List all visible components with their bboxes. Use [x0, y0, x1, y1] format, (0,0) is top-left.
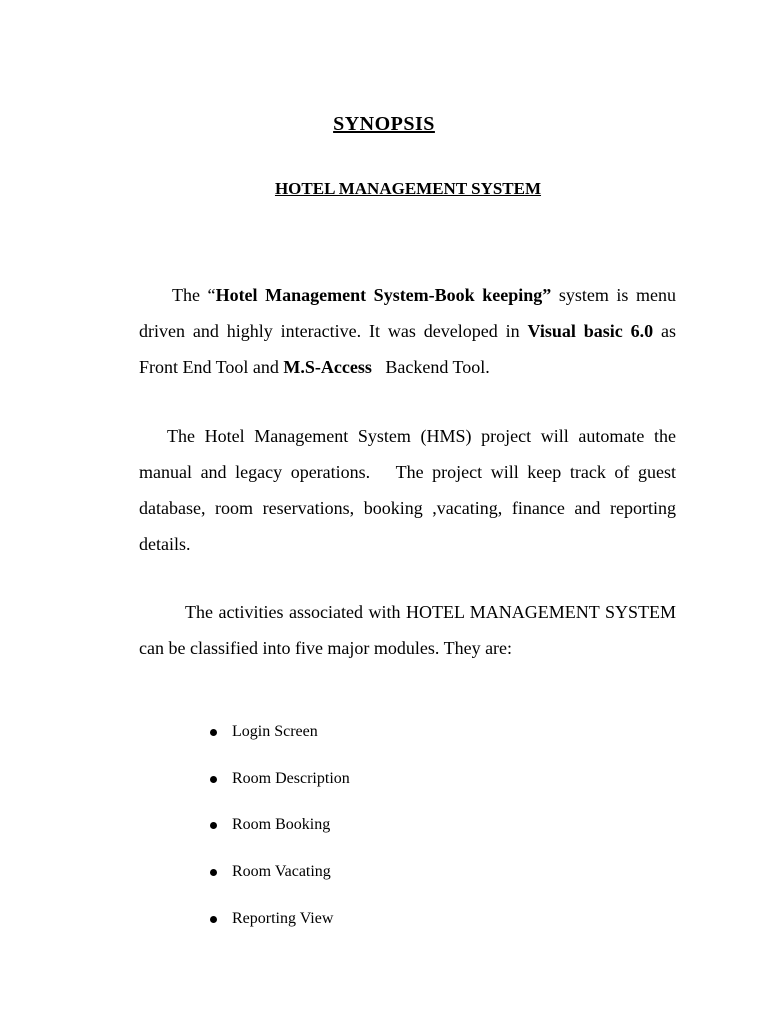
list-item	[207, 720, 350, 767]
intro-text-4: Backend Tool.	[371, 357, 490, 377]
module-label: Room Booking	[232, 816, 331, 834]
module-label: Room Vacating	[232, 863, 331, 881]
list-item	[207, 813, 350, 860]
list-item	[207, 860, 350, 907]
list-item	[207, 907, 350, 954]
bullet-icon	[210, 869, 217, 876]
intro-bold-back-end: M.S-Access	[283, 357, 372, 377]
bullet-icon	[210, 776, 217, 783]
intro-text-1: The “	[172, 285, 216, 305]
module-label: Reporting View	[232, 909, 334, 927]
module-label: Room Description	[232, 769, 350, 787]
hms-description-paragraph: The Hotel Management System (HMS) project will automate the manual and legacy operations. The project will keep track of guest database, room reservations, booking ,vacating, finance and reporting details.	[139, 426, 681, 554]
module-label: Login Screen	[232, 723, 318, 740]
bullet-icon	[210, 729, 217, 736]
page-title: SYNOPSIS	[333, 113, 435, 135]
intro-text-3: as Front End Tool and	[139, 321, 677, 377]
bullet-icon	[210, 822, 217, 829]
modules-list	[207, 720, 350, 953]
modules-intro-paragraph: The activities associated with HOTEL MANAGEMENT SYSTEM can be classified into five major modules. They are:	[139, 602, 676, 658]
intro-text-2: system is menu driven and highly interactive. It was developed in	[139, 285, 677, 341]
intro-bold-system-name: Hotel Management System-Book keeping”	[215, 285, 552, 305]
document-subtitle: HOTEL MANAGEMENT SYSTEM	[274, 179, 542, 198]
intro-bold-front-end: Visual basic 6.0	[527, 321, 654, 341]
bullet-icon	[210, 916, 217, 923]
list-item	[207, 767, 350, 814]
intro-paragraph	[139, 277, 676, 385]
